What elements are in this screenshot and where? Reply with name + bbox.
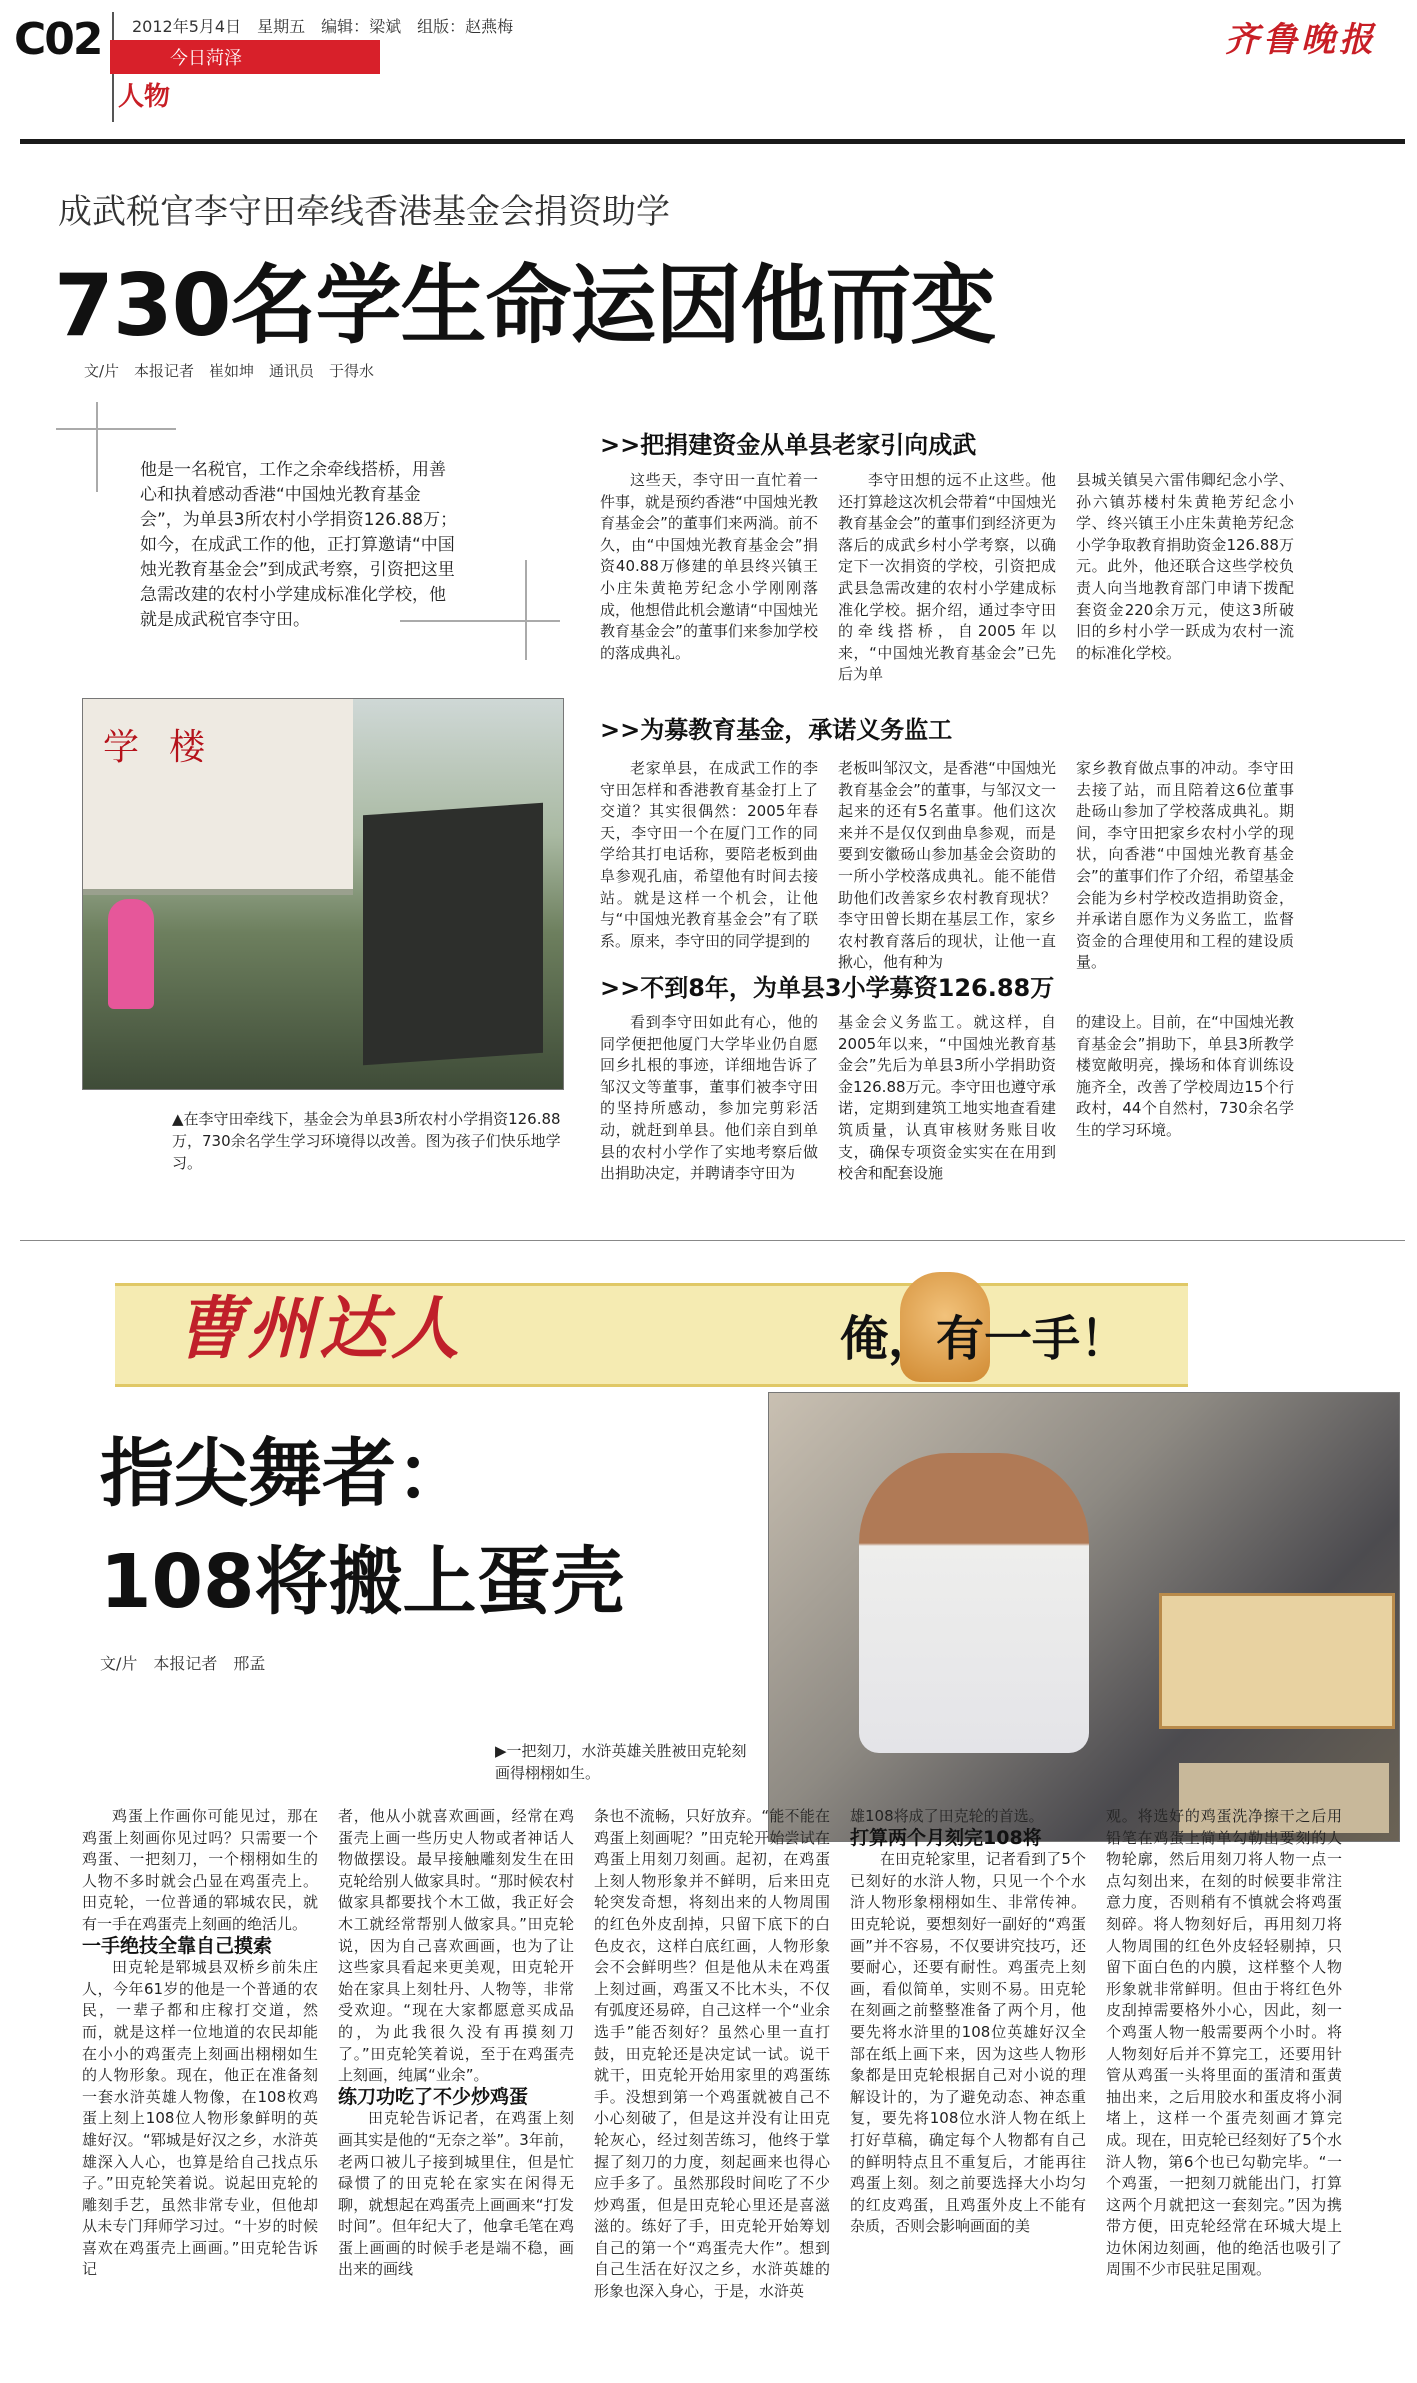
article2-headline	[100, 1420, 624, 1636]
paragraph: 看到李守田如此有心，他的同学便把他厦门大学毕业仍自愿回乡扎根的事迹，详细地告诉了邹汉文等董事，董事们被李守田的坚持所感动，参加完剪彩活动，就赶到单县。他们亲自到单县的农村小学作了实地考察后做出捐助决定，并聘请李守田为	[600, 1013, 818, 1183]
school-building	[83, 699, 353, 895]
paragraph: 雄108将成了田克轮的首选。	[850, 1807, 1044, 1825]
date-line: 2012年5月4日 星期五 编辑：梁斌 组版：赵燕梅	[132, 17, 514, 36]
article2-photo-caption: ▶一把刻刀，水浒英雄关胜被田克轮刻画得栩栩如生。	[495, 1742, 747, 1782]
newspaper-logo: 齐鲁晚报	[1225, 20, 1377, 60]
paragraph: 鸡蛋上作画你可能见过，那在鸡蛋上刻画你见过吗？只需要一个鸡蛋、一把刻刀，一个栩栩如生的人物不多时就会凸显在鸡蛋壳上。田克轮，一位普通的郓城农民，就有一手在鸡蛋壳上刻画的绝活儿。	[82, 1807, 318, 1933]
article1-section3-col3	[1076, 1012, 1294, 1142]
paragraph: 的建设上。目前，在“中国烛光教育基金会”捐助下，单县3所教学楼宽敞明亮，操场和体育训练设施齐全，改善了学校周边15个行政村，44个自然村，730余名学生的学习环境。	[1076, 1013, 1294, 1139]
paragraph: 在田克轮家里，记者看到了5个已刻好的水浒人物，只见一个个水浒人物形象栩栩如生、非常传神。田克轮说，要想刻好一副好的“鸡蛋画”并不容易，不仅要讲究技巧，还要耐心，还要有耐性。鸡蛋壳上刻画，看似简单，实则不易。田克轮在刻画之前整整准备了两个月，他要先将水浒里的108位英雄好汉全部在纸上画下来，因为这些人物形象都是田克轮根据自己对小说的理解设计的，为了避免动态、神态重复，要先将108位水浒人物在纸上打好草稿，确定每个人物都有自己的鲜明特点且不重复后，才能再往鸡蛋上刻。刻之前要选择大小均匀的红皮鸡蛋，且鸡蛋外皮上不能有杂质，否则会影响画面的美	[850, 1850, 1086, 2236]
article1-section1-col3	[1076, 470, 1294, 664]
egg-box	[1159, 1593, 1395, 1729]
stone-plaque	[363, 803, 543, 1066]
running-child	[108, 899, 154, 1009]
paragraph: 家乡教育做点事的冲动。李守田去接了站，而且陪着这6位董事赴砀山参加了学校落成典礼。期间，李守田把家乡农村小学的现状，向香港“中国烛光教育基金会”的董事们作了介绍，希望基金会能为乡村学校改造捐助资金，并承诺自愿作为义务监工，监督资金的合理使用和工程的建设质量。	[1076, 759, 1294, 972]
decor-line	[56, 428, 176, 430]
paragraph: 田克轮告诉记者，在鸡蛋上刻画其实是他的“无奈之举”。3年前，老两口被儿子接到城里住，但是忙碌惯了的田克轮在家实在闲得无聊，就想起在鸡蛋壳上画画来“打发时间”。但年纪大了，他拿毛笔在鸡蛋上画画的时候手老是端不稳，画出来的画线	[338, 2109, 574, 2279]
subsection-title: 练刀功吃了不少炒鸡蛋	[338, 2085, 529, 2108]
article1-section3-col1	[600, 1012, 818, 1185]
article2-col2	[338, 1806, 574, 2281]
article1-section-title: >>不到8年，为单县3小学募资126.88万	[600, 974, 1055, 1002]
paragraph: 条也不流畅，只好放弃。“能不能在鸡蛋上刻画呢？”田克轮开始尝试在鸡蛋上用刻刀刻画。起初，在鸡蛋上刻人物形象并不鲜明，后来田克轮突发奇想，将刻出来的人物周围的红色外皮刮掉，只留下底下的白色皮衣，这样白底红画，人物形象会不会鲜明些？但是他从未在鸡蛋上刻过画，鸡蛋又不比木头，不仅有弧度还易碎，自己这样一个“业余选手”能否刻好？虽然心里一直打鼓，田克轮还是决定试一试。说干就干，田克轮开始用家里的鸡蛋练手。没想到第一个鸡蛋就被自己不小心刻破了，但是这并没有让田克轮灰心，经过刻苦练习，他终于掌握了刻刀的力度，刻起画来也得心应手多了。虽然那段时间吃了不少炒鸡蛋，但是田克轮心里还是喜滋滋的。练好了手，田克轮开始筹划自己的第一个“鸡蛋壳大作”。想到自己生活在好汉之乡，水浒英雄的形象也深入身心，于是，水浒英	[594, 1807, 830, 2301]
paragraph: 县城关镇吴六雷伟卿纪念小学、孙六镇苏楼村朱黄艳芳纪念小学、终兴镇王小庄朱黄艳芳纪念小学争取教育捐助资金126.88万元。此外，他还联合这些学校负责人向当地教育部门申请下拨配套资金220余万元，使这3所破旧的乡村小学一跃成为农村一流的标准化学校。	[1076, 471, 1294, 662]
banner-slogan: 俺，有一手！	[840, 1311, 1129, 1367]
article1-section2-col3	[1076, 758, 1294, 974]
article1-byline: 文/片 本报记者 崔如坤 通讯员 于得水	[84, 362, 375, 380]
section-divider	[20, 1240, 1405, 1241]
article2-byline: 文/片 本报记者 邢孟	[100, 1654, 266, 1673]
paragraph: 基金会义务监工。就这样，自2005年以来，“中国烛光教育基金会”先后为单县3所小学捐助资金126.88万元。李守田也遵守承诺，定期到建筑工地实地查看建筑质量，认真审核财务账目收支，确保专项资金实实在在用到校舍和配套设施	[838, 1013, 1056, 1183]
headline-line: 108将搬上蛋壳	[100, 1539, 625, 1625]
banner-title: 曹州达人	[175, 1290, 464, 1369]
paragraph: 田克轮是郓城县双桥乡前朱庄人，今年61岁的他是一个普通的农民，一辈子都和庄稼打交道，然而，就是这样一位地道的农民却能在小小的鸡蛋壳上刻画出栩栩如生的人物形象。现在，他正在准备刻一套水浒英雄人物像，在108枚鸡蛋上刻上108位人物形象鲜明的英雄好汉。“郓城是好汉之乡，水浒英雄深入人心，也算是给自己找点乐子。”田克轮笑着说。说起田克轮的雕刻手艺，虽然非常专业，但他却从未专门拜师学习过。“十岁的时候喜欢在鸡蛋壳上画画。”田克轮告诉记	[82, 1958, 318, 2279]
article1-section1-col1	[600, 470, 818, 664]
paragraph: 老板叫邹汉文，是香港“中国烛光教育基金会”的董事，与邹汉文一起来的还有5名董事。他们这次来并不是仅仅到曲阜参观，而是要到安徽砀山参加基金会资助的一所小学校落成典礼。能不能借助他们改善家乡农村教育现状？李守田曾长期在基层工作，家乡农村教育落后的现状，让他一直揪心，他有种为	[838, 759, 1056, 972]
paragraph: 老家单县，在成武工作的李守田怎样和香港教育基金打上了交道？其实很偶然：2005年春天，李守田一个在厦门工作的同学给其打电话称，要陪老板到曲阜参观孔庙，希望他有时间去接站。就是这样一个机会，让他与“中国烛光教育基金会”有了联系。原来，李守田的同学提到的	[600, 759, 818, 950]
decor-line	[525, 560, 527, 660]
section-tag: 今日菏泽	[110, 40, 380, 74]
article1-headline: 730名学生命运因他而变	[54, 256, 996, 356]
article2-col4	[850, 1806, 1086, 2238]
article1-section3-col2	[838, 1012, 1056, 1185]
school-photo	[82, 698, 564, 1090]
paragraph: 者，他从小就喜欢画画，经常在鸡蛋壳上画一些历史人物或者神话人物做摆设。最早接触雕刻发生在田克轮给别人做家具时。“那时候农村做家具都要找个木工做，我正好会木工就经常帮别人做家具。”田克轮说，因为自己喜欢画画，也为了让这些家具看起来更美观，田克轮开始在家具上刻牡丹、人物等，非常受欢迎。“现在大家都愿意买成品的，为此我很久没有再摸刻刀了。”田克轮笑着说，至于在鸡蛋壳上刻画，纯属“业余”。	[338, 1807, 574, 2085]
paragraph: 这些天，李守田一直忙着一件事，就是预约香港“中国烛光教育基金会”的董事们来两淌。前不久，由“中国烛光教育基金会”捐资40.88万修建的单县终兴镇王小庄朱黄艳芳纪念小学刚刚落成，他想借此机会邀请“中国烛光教育基金会”的董事们来参加学校的落成典礼。	[600, 471, 818, 662]
page-number: C02	[14, 14, 102, 65]
paragraph: 李守田想的远不止这些。他还打算趁这次机会带着“中国烛光教育基金会”的董事们到经济更为落后的成武乡村小学考察，以确定下一次捐资的学校，引资把成武县急需改建的农村小学建成标准化学校。据介绍，通过李守田的牵线搭桥，自2005年以来，“中国烛光教育基金会”已先后为单	[838, 471, 1056, 684]
article1-section-title: >>为募教育基金，承诺义务监工	[600, 716, 953, 744]
paragraph: 观。将选好的鸡蛋洗净擦干之后用铅笔在鸡蛋上简单勾勒出要刻的人物轮廓，然后用刻刀将人物一点一点勾刻出来，在刻的时候要非常注意力度，否则稍有不慎就会将鸡蛋刻碎。将人物刻好后，再用刻刀将人物周围的红色外皮轻轻剔掉，只留下面白色的内膜，这样整个人物形象就非常鲜明。但由于将红色外皮刮掉需要格外小心，因此，刻一个鸡蛋人物一般需要两个小时。将人物刻好后并不算完工，还要用针管从鸡蛋一头将里面的蛋清和蛋黄抽出来，之后用胶水和蛋皮将小洞堵上，这样一个蛋壳刻画才算完成。现在，田克轮已经刻好了5个水浒人物，第6个也已勾勒完毕。“一个鸡蛋，一把刻刀就能出门，打算这两个月就把这一套刻完。”因为携带方便，田克轮经常在环城大堤上边休闲边刻画，他的绝活也吸引了周围不少市民驻足围观。	[1106, 1807, 1342, 2279]
article1-photo-caption: ▲在李守田牵线下，基金会为单县3所农村小学捐资126.88万，730余名学生学习环境得以改善。图为孩子们快乐地学习。	[172, 1110, 561, 1172]
article2-col3	[594, 1806, 830, 2303]
article1-section2-col1	[600, 758, 818, 952]
article1-section1-col2	[838, 470, 1056, 686]
article2-col5	[1106, 1806, 1342, 2281]
masthead-rule	[20, 139, 1405, 144]
article1-subhead: 成武税官李守田牵线香港基金会捐资助学	[58, 192, 670, 232]
article1-lead: 他是一名税官，工作之余牵线搭桥，用善心和执着感动香港“中国烛光教育基金会”，为单县3所农村小学捐资126.88万；如今，在成武工作的他，正打算邀请“中国烛光教育基金会”到成武考察，引资把这里急需改建的农村小学建成标准化学校，他就是成武税官李守田。	[140, 460, 458, 630]
article1-section-title: >>把捐建资金从单县老家引向成武	[600, 431, 977, 459]
section-name: 人物	[118, 82, 171, 112]
article1-section2-col2	[838, 758, 1056, 974]
article2-col1	[82, 1806, 318, 2281]
subsection-title: 打算两个月刻完108将	[850, 1826, 1042, 1849]
photo-sign: 学楼	[103, 727, 236, 768]
headline-line: 指尖舞者：	[100, 1431, 470, 1517]
subsection-title: 一手绝技全靠自己摸索	[82, 1934, 273, 1957]
carver-photo	[768, 1392, 1400, 1842]
decor-line	[96, 402, 98, 492]
carver-figure	[859, 1453, 1089, 1753]
